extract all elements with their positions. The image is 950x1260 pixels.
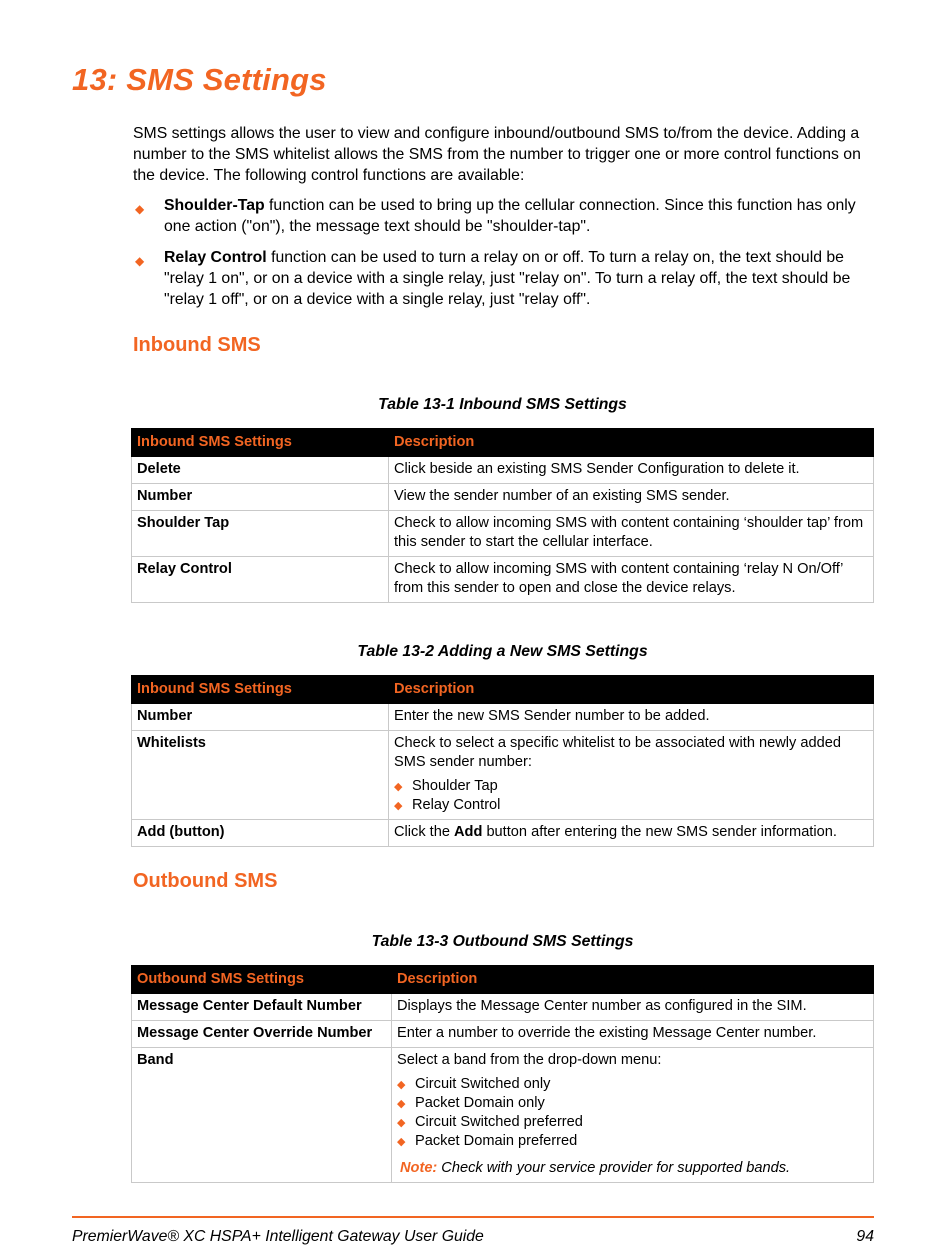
list-item: ◆ Relay Control bbox=[394, 796, 868, 815]
setting-description: Displays the Message Center number as configured in the SIM. bbox=[392, 994, 874, 1021]
column-header: Outbound SMS Settings bbox=[132, 966, 392, 994]
list-item: ◆ Circuit Switched only bbox=[397, 1075, 868, 1094]
page-number: 94 bbox=[856, 1228, 874, 1245]
setting-name: Message Center Default Number bbox=[132, 994, 392, 1021]
setting-description: Check to allow incoming SMS with content containing ‘shoulder tap’ from this sender to start the cellular interface. bbox=[389, 511, 874, 557]
description-text: Check to select a specific whitelist to be associated with newly added SMS sender number: bbox=[394, 735, 841, 770]
table-caption: Table 13-3 Outbound SMS Settings bbox=[371, 933, 634, 950]
table-row bbox=[132, 1048, 874, 1183]
table-row bbox=[132, 511, 874, 557]
setting-name: Whitelists bbox=[132, 731, 389, 820]
intro-paragraph: SMS settings allows the user to view and configure inbound/outbound SMS to/from the device. Adding a number to the SMS whitelist allows the SMS from the number to trigger one or more control functions on the device. The following control functions are available: bbox=[133, 125, 861, 184]
setting-name: Number bbox=[132, 484, 389, 511]
diamond-bullet-icon: ◆ bbox=[397, 1117, 406, 1129]
list-item bbox=[133, 196, 878, 238]
bullet-term: Shoulder-Tap bbox=[164, 197, 265, 214]
setting-description bbox=[389, 731, 874, 820]
table-row bbox=[132, 994, 874, 1021]
setting-name: Relay Control bbox=[132, 557, 389, 603]
section-heading-outbound: Outbound SMS bbox=[133, 870, 278, 892]
column-header: Description bbox=[389, 676, 874, 704]
table-row bbox=[132, 557, 874, 603]
bullet-list bbox=[133, 248, 878, 310]
diamond-bullet-icon: ◆ bbox=[135, 254, 145, 268]
table-row bbox=[132, 820, 874, 847]
band-options bbox=[397, 1075, 868, 1151]
setting-description bbox=[392, 1048, 874, 1183]
diamond-bullet-icon: ◆ bbox=[135, 202, 145, 216]
setting-description: Check to allow incoming SMS with content containing ‘relay N On/Off’ from this sender to open and close the device relays. bbox=[389, 557, 874, 603]
note-text: Check with your service provider for supported bands. bbox=[441, 1160, 791, 1176]
list-item bbox=[133, 248, 878, 310]
column-header: Description bbox=[389, 429, 874, 457]
section-heading-inbound: Inbound SMS bbox=[133, 334, 261, 356]
table-row bbox=[132, 704, 874, 731]
setting-name: Message Center Override Number bbox=[132, 1021, 392, 1048]
bullet-text: function can be used to turn a relay on or off. To turn a relay on, the text should be "relay 1 on", or on a device with a single relay, just "relay on". To turn a relay off, the text should be "relay 1 off", or on a device with a single relay, just "relay off". bbox=[164, 249, 851, 308]
column-header: Inbound SMS Settings bbox=[132, 429, 389, 457]
note bbox=[400, 1159, 868, 1178]
list-item: ◆ Packet Domain only bbox=[397, 1094, 868, 1113]
list-item: ◆ Shoulder Tap bbox=[394, 777, 868, 796]
table-header-row bbox=[132, 429, 874, 457]
table-row bbox=[132, 731, 874, 820]
setting-name: Number bbox=[132, 704, 389, 731]
column-header: Description bbox=[392, 966, 874, 994]
bullet-term: Relay Control bbox=[164, 249, 267, 266]
footer-divider bbox=[72, 1216, 874, 1218]
setting-name: Delete bbox=[132, 457, 389, 484]
setting-description: Enter the new SMS Sender number to be added. bbox=[389, 704, 874, 731]
list-item: ◆ Packet Domain preferred bbox=[397, 1132, 868, 1151]
table-header-row bbox=[132, 676, 874, 704]
footer-title: PremierWave® XC HSPA+ Intelligent Gateway User Guide bbox=[72, 1228, 484, 1245]
outbound-sms-table bbox=[131, 965, 874, 1183]
bullet-text: function can be used to bring up the cellular connection. Since this function has only one action ("on"), the message text should be "shoulder-tap". bbox=[164, 197, 856, 235]
description-text: Select a band from the drop-down menu: bbox=[397, 1052, 662, 1068]
setting-description: View the sender number of an existing SMS sender. bbox=[389, 484, 874, 511]
table-row bbox=[132, 457, 874, 484]
setting-name: Shoulder Tap bbox=[132, 511, 389, 557]
diamond-bullet-icon: ◆ bbox=[394, 800, 403, 812]
add-sms-table bbox=[131, 675, 874, 847]
table-row bbox=[132, 484, 874, 511]
setting-name: Add (button) bbox=[132, 820, 389, 847]
diamond-bullet-icon: ◆ bbox=[394, 781, 403, 793]
table-header-row bbox=[132, 966, 874, 994]
whitelist-options bbox=[394, 777, 868, 815]
setting-name: Band bbox=[132, 1048, 392, 1183]
inbound-sms-table bbox=[131, 428, 874, 603]
list-item: ◆ Circuit Switched preferred bbox=[397, 1113, 868, 1132]
table-caption: Table 13-1 Inbound SMS Settings bbox=[378, 396, 627, 413]
diamond-bullet-icon: ◆ bbox=[397, 1079, 406, 1091]
diamond-bullet-icon: ◆ bbox=[397, 1098, 406, 1110]
setting-description: Click the Add button after entering the new SMS sender information. bbox=[389, 820, 874, 847]
table-caption: Table 13-2 Adding a New SMS Settings bbox=[357, 643, 648, 660]
setting-description: Enter a number to override the existing Message Center number. bbox=[392, 1021, 874, 1048]
table-row bbox=[132, 1021, 874, 1048]
column-header: Inbound SMS Settings bbox=[132, 676, 389, 704]
bullet-list bbox=[133, 196, 878, 238]
diamond-bullet-icon: ◆ bbox=[397, 1136, 406, 1148]
note-label: Note: bbox=[400, 1160, 438, 1176]
setting-description: Click beside an existing SMS Sender Configuration to delete it. bbox=[389, 457, 874, 484]
add-term: Add bbox=[454, 824, 483, 840]
chapter-title: 13: SMS Settings bbox=[72, 62, 327, 97]
